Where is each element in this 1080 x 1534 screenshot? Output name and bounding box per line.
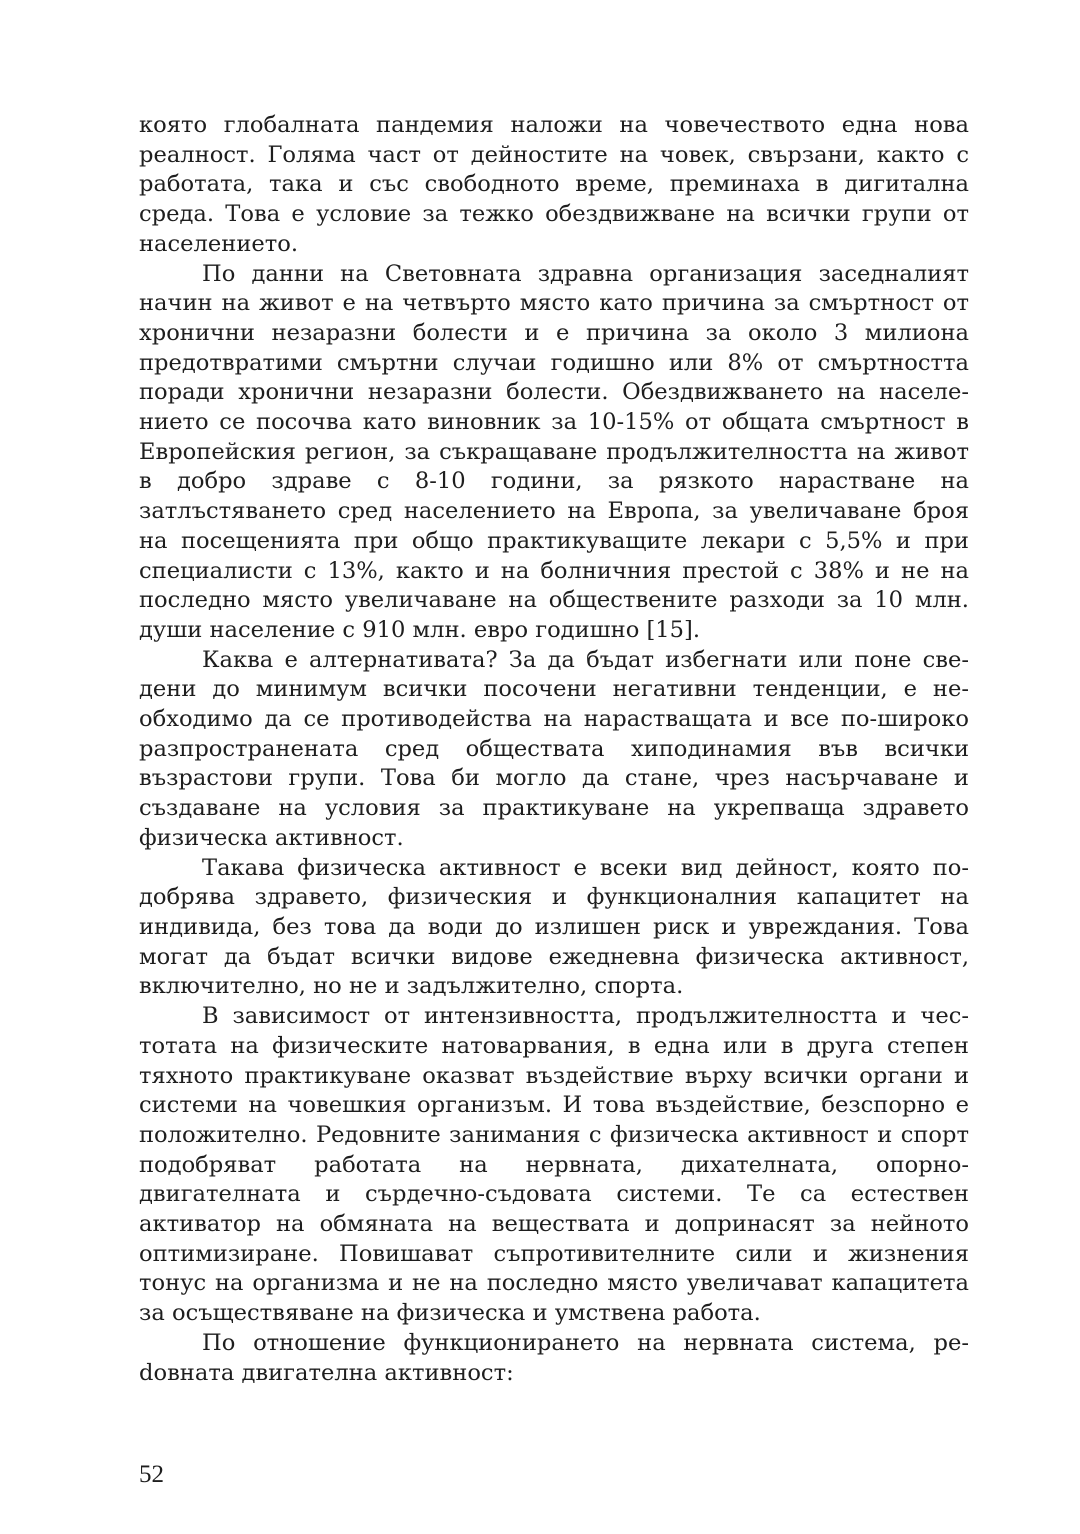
paragraph-continuation: която глобалната пандемия наложи на човечеството една нова реалност. Голяма част от дейностите на човек, свързани, както с работата, така и със свободното време, преминаха в дигитална среда. Това е условие за тежко обездвижване на всички групи от населението. — [139, 112, 969, 257]
paragraph-physical-activity-definition: Такава физическа активност е всеки вид дейност, която подобрява здравето, физическия и функционалния капацитет на индивида, без това да води до излишен риск и увреждания. Това могат да бъдат всички видове ежедневна физическа активност, включително, но не и задължително, спорта. — [139, 854, 969, 1000]
paragraph-alternative: Каква е алтернативата? За да бъдат избегнати или поне сведени до минимум всички посочени негативни тенденции, е необходимо да се противодейства на нарастващата и все по-широко разпространената сред обществата хиподинамия във всички възрастови групи. Това би могло да стане, чрез насърчаване и създаване на условия за практикуване на укрепваща здравето физическа активност. — [139, 646, 969, 851]
paragraph-who-data: По данни на Световната здравна организация заседналият начин на живот е на четвърто място като причина за смъртност от хронични незаразни болести и е причина за около 3 милиона предотвратими смъртни случаи годишно или 8% от смъртността поради хронични незаразни болести. Обездвижването на населението се посочва като виновник за 10-15% от общата смъртност в Европейския регион, за съкращаване продължителността на живот в добро здраве с 8-10 години, за рязкото нарастване на затлъстяването сред населението на Европа, за увеличаване броя на посещенията при общо практикуващите лекари с 5,5% и при специалисти с 13%, както и на болничния престой с 38% и не на последно място увеличаване на обществените разходи за 10 млн. души население с 910 млн. евро годишно [15]. — [139, 260, 969, 643]
paragraph-nervous-system: По отношение функционирането на нервната система, реdовната двигателна активност: — [139, 1329, 969, 1386]
paragraph-effects: В зависимост от интензивността, продължителността и честотата на физическите натоварвания, в една или в друга степен тяхното практикуване оказват въздействие върху всички органи и системи на човешкия организъм. И това въздействие, безспорно е положително. Редовните занимания с физическа активност и спорт подобряват работата на нервната, дихателната, опорно-двигателната и сърдечно-съдовата системи. Те са естествен активатор на обмяната на веществата и допринасят за нейното оптимизиране. Повишават съпротивителните сили и жизнения тонус на организма и не на последно място увеличават капацитета за осъществяване на физическа и умствена работа. — [139, 1003, 969, 1327]
page-number: 52 — [139, 1461, 164, 1488]
body-text — [139, 111, 969, 1388]
